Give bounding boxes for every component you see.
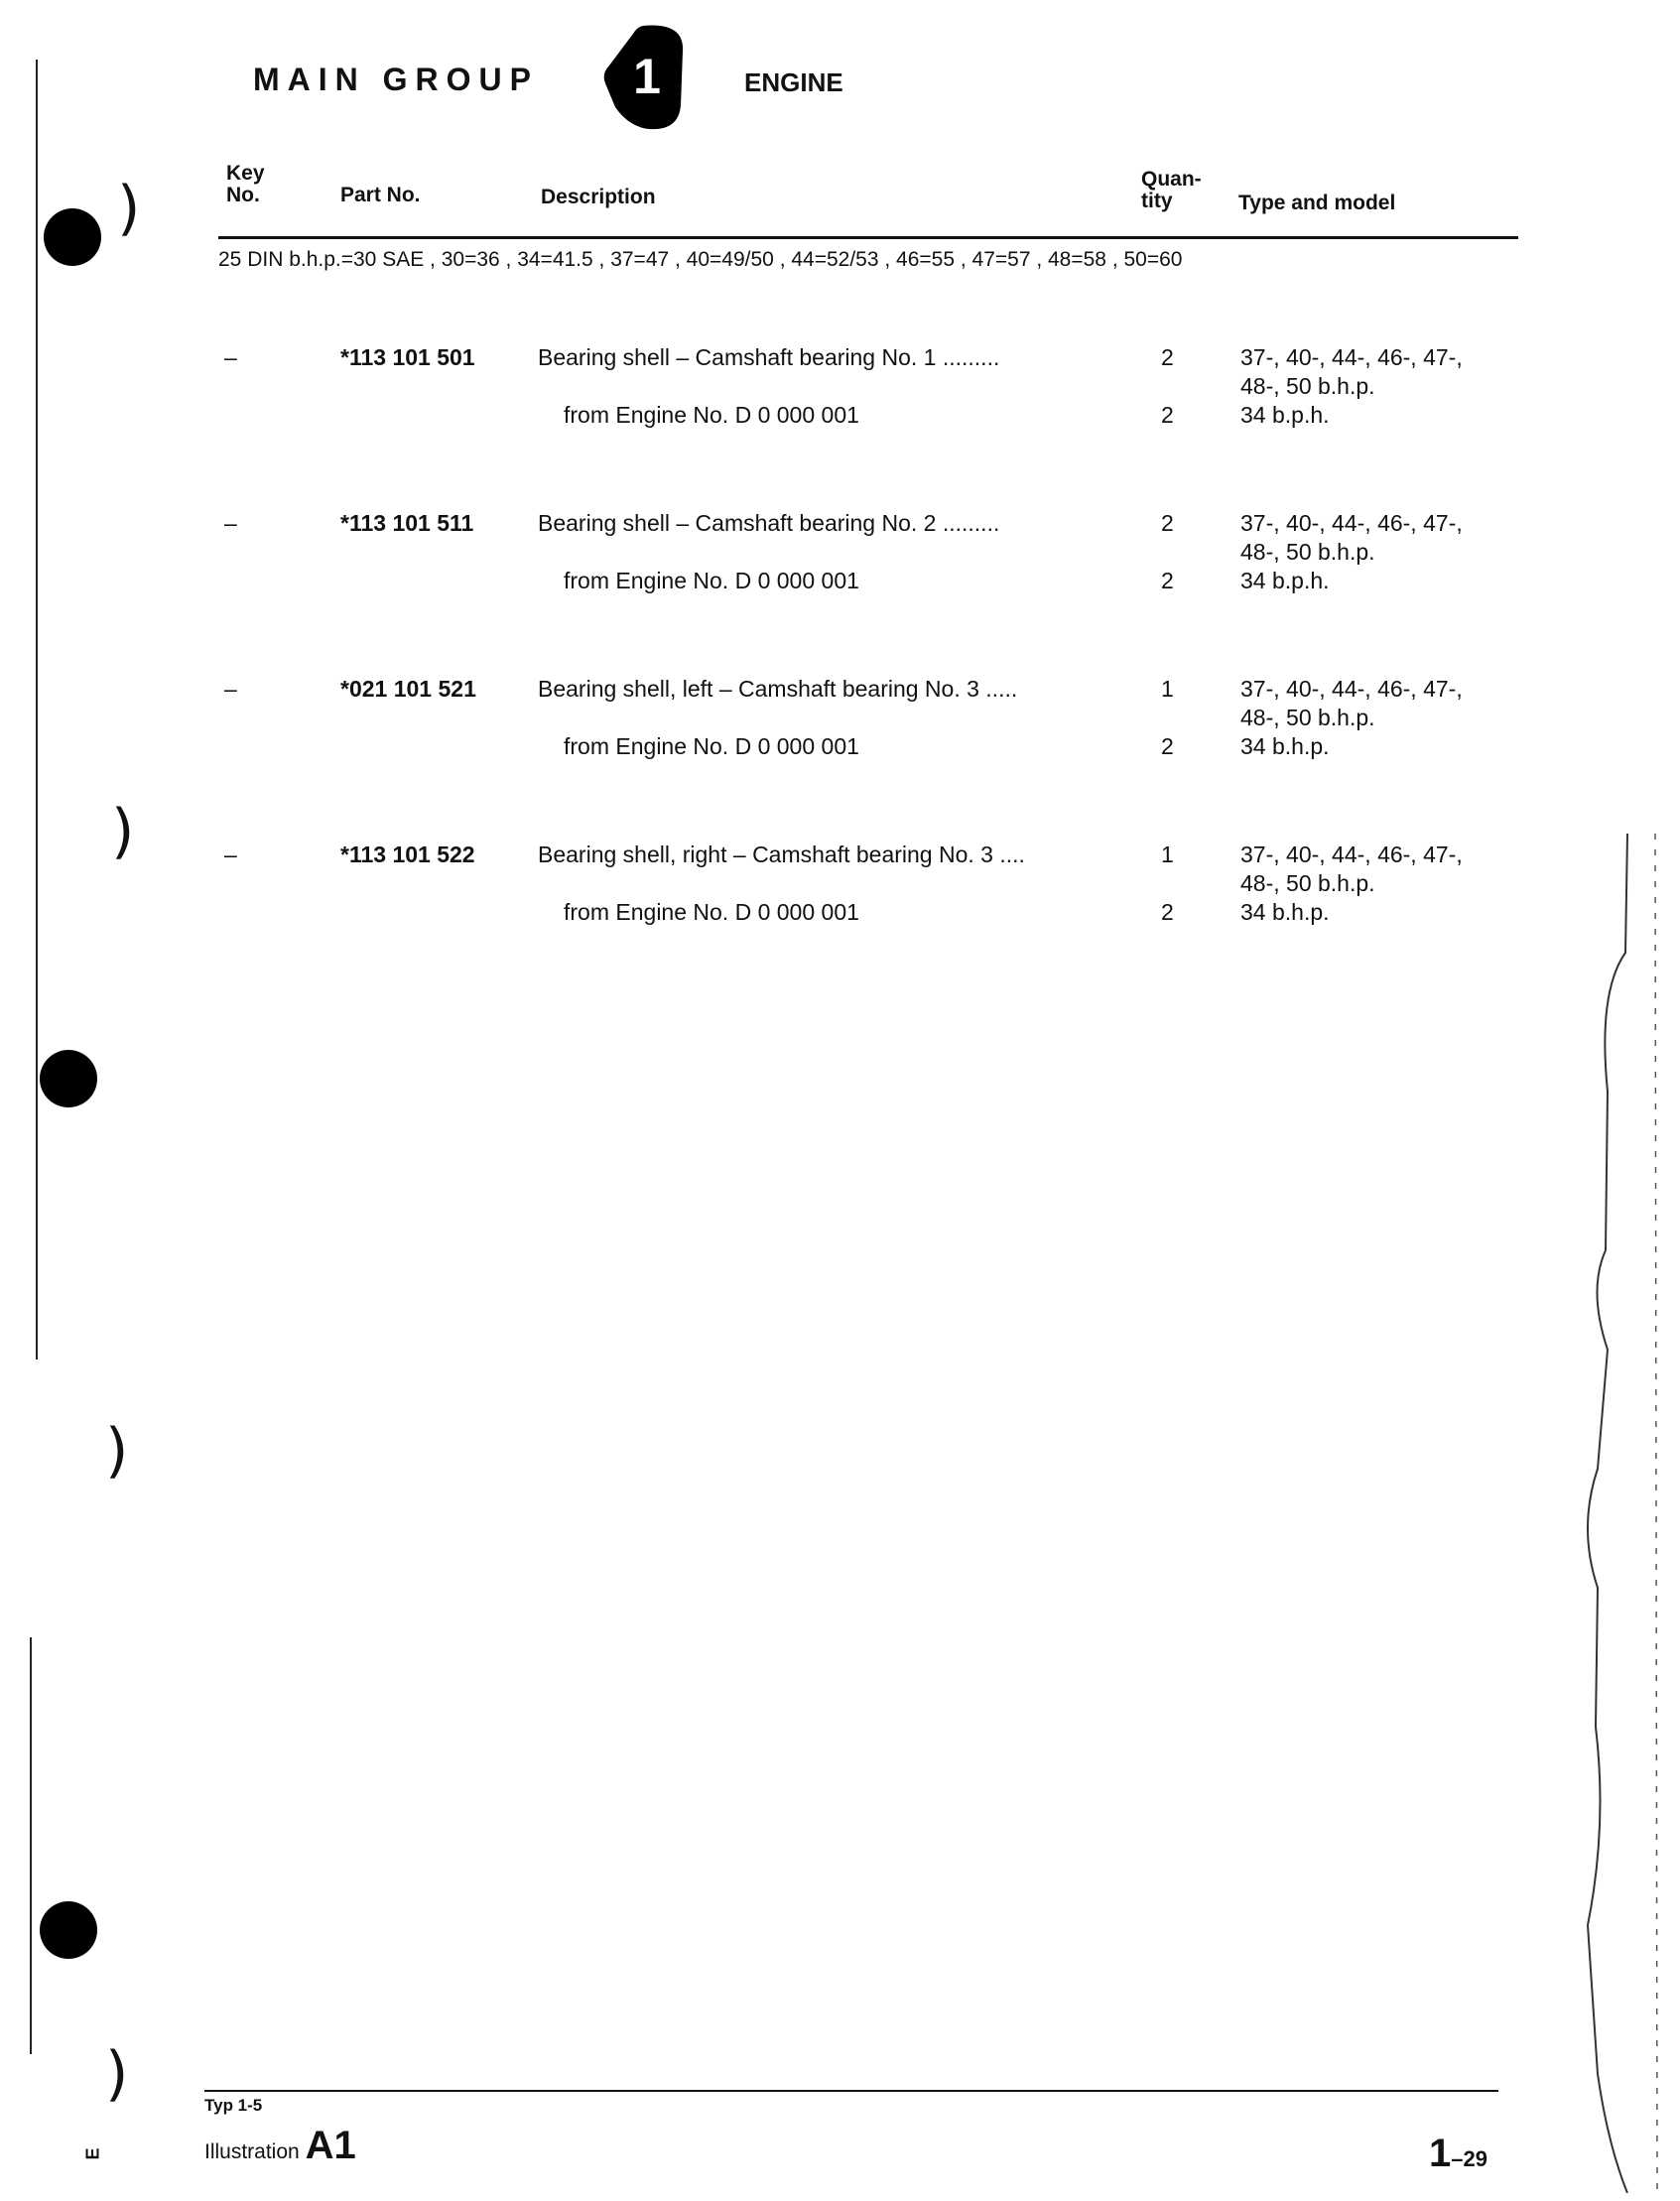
row-part-no: *113 101 511	[340, 510, 474, 536]
page-number-sub: –29	[1451, 2146, 1487, 2171]
col-part-no: Part No.	[340, 184, 421, 206]
table-row	[0, 343, 1680, 492]
row-type-model: 37-, 40-, 44-, 46-, 47-, 48-, 50 b.h.p.	[1240, 344, 1463, 399]
scan-edge-artifact	[1568, 834, 1677, 2193]
row-key-no: –	[224, 842, 237, 867]
row-sub-type-model: 34 b.h.p.	[1240, 899, 1330, 925]
row-sub-type-model: 34 b.p.h.	[1240, 568, 1330, 593]
row-description: Bearing shell, right – Camshaft bearing No. 3 ....	[538, 842, 1025, 867]
section-title: ENGINE	[744, 67, 843, 97]
page-number-main: 1	[1429, 2132, 1452, 2175]
row-description: Bearing shell – Camshaft bearing No. 1 .........	[538, 344, 1000, 370]
col-type-model: Type and model	[1238, 192, 1396, 214]
row-quantity: 2	[1161, 344, 1174, 370]
badge-number: 1	[633, 49, 661, 104]
binder-bracket-4: )	[105, 2039, 129, 2109]
binder-bracket-3: )	[105, 1416, 129, 1486]
row-sub-description: from Engine No. D 0 000 001	[564, 733, 859, 759]
row-quantity: 1	[1161, 842, 1174, 867]
row-part-no: *021 101 521	[340, 676, 476, 702]
main-group-title: MAIN GROUP	[253, 62, 539, 97]
row-sub-description: from Engine No. D 0 000 001	[564, 899, 859, 925]
row-sub-description: from Engine No. D 0 000 001	[564, 568, 859, 593]
left-margin-line-2	[30, 1637, 32, 2054]
illustration-id: A1	[305, 2124, 356, 2167]
row-quantity: 1	[1161, 676, 1174, 702]
group-number-badge	[603, 22, 685, 133]
row-type-model: 37-, 40-, 44-, 46-, 47-, 48-, 50 b.h.p.	[1240, 676, 1463, 730]
binder-bracket-1: )	[117, 174, 141, 243]
footer-type-label: Typ 1-5	[204, 2096, 263, 2115]
row-part-no: *113 101 522	[340, 842, 475, 867]
page-number	[1429, 2132, 1487, 2176]
table-row	[0, 841, 1680, 989]
row-description: Bearing shell – Camshaft bearing No. 2 .........	[538, 510, 1000, 536]
binder-bracket-2: )	[111, 797, 135, 866]
row-sub-quantity: 2	[1161, 568, 1174, 593]
footer-illustration	[204, 2124, 356, 2168]
header-rule	[218, 236, 1518, 239]
row-sub-type-model: 34 b.h.p.	[1240, 733, 1330, 759]
row-type-model: 37-, 40-, 44-, 46-, 47-, 48-, 50 b.h.p.	[1240, 510, 1463, 565]
row-sub-type-model: 34 b.p.h.	[1240, 402, 1330, 428]
row-sub-quantity: 2	[1161, 733, 1174, 759]
col-description: Description	[541, 186, 656, 208]
table-row	[0, 675, 1680, 824]
row-description: Bearing shell, left – Camshaft bearing No. 3 .....	[538, 676, 1018, 702]
table-row	[0, 509, 1680, 658]
edge-letter: E	[82, 2147, 103, 2160]
binder-hole-1	[44, 208, 101, 266]
footer-rule	[204, 2090, 1498, 2092]
row-quantity: 2	[1161, 510, 1174, 536]
col-key-no: Key No.	[226, 162, 265, 206]
row-key-no: –	[224, 676, 237, 702]
illustration-label: Illustration	[204, 2140, 300, 2163]
row-sub-quantity: 2	[1161, 899, 1174, 925]
row-sub-description: from Engine No. D 0 000 001	[564, 402, 859, 428]
binder-hole-3	[40, 1901, 97, 1959]
col-quantity: Quan- tity	[1141, 168, 1202, 212]
row-sub-quantity: 2	[1161, 402, 1174, 428]
row-part-no: *113 101 501	[340, 344, 475, 370]
row-type-model: 37-, 40-, 44-, 46-, 47-, 48-, 50 b.h.p.	[1240, 842, 1463, 896]
row-key-no: –	[224, 510, 237, 536]
binder-hole-2	[40, 1050, 97, 1107]
row-key-no: –	[224, 344, 237, 370]
power-equivalence-note: 25 DIN b.h.p.=30 SAE , 30=36 , 34=41.5 , 37=47 , 40=49/50 , 44=52/53 , 46=55 , 47=57 , 48=58 , 50=60	[218, 248, 1183, 271]
